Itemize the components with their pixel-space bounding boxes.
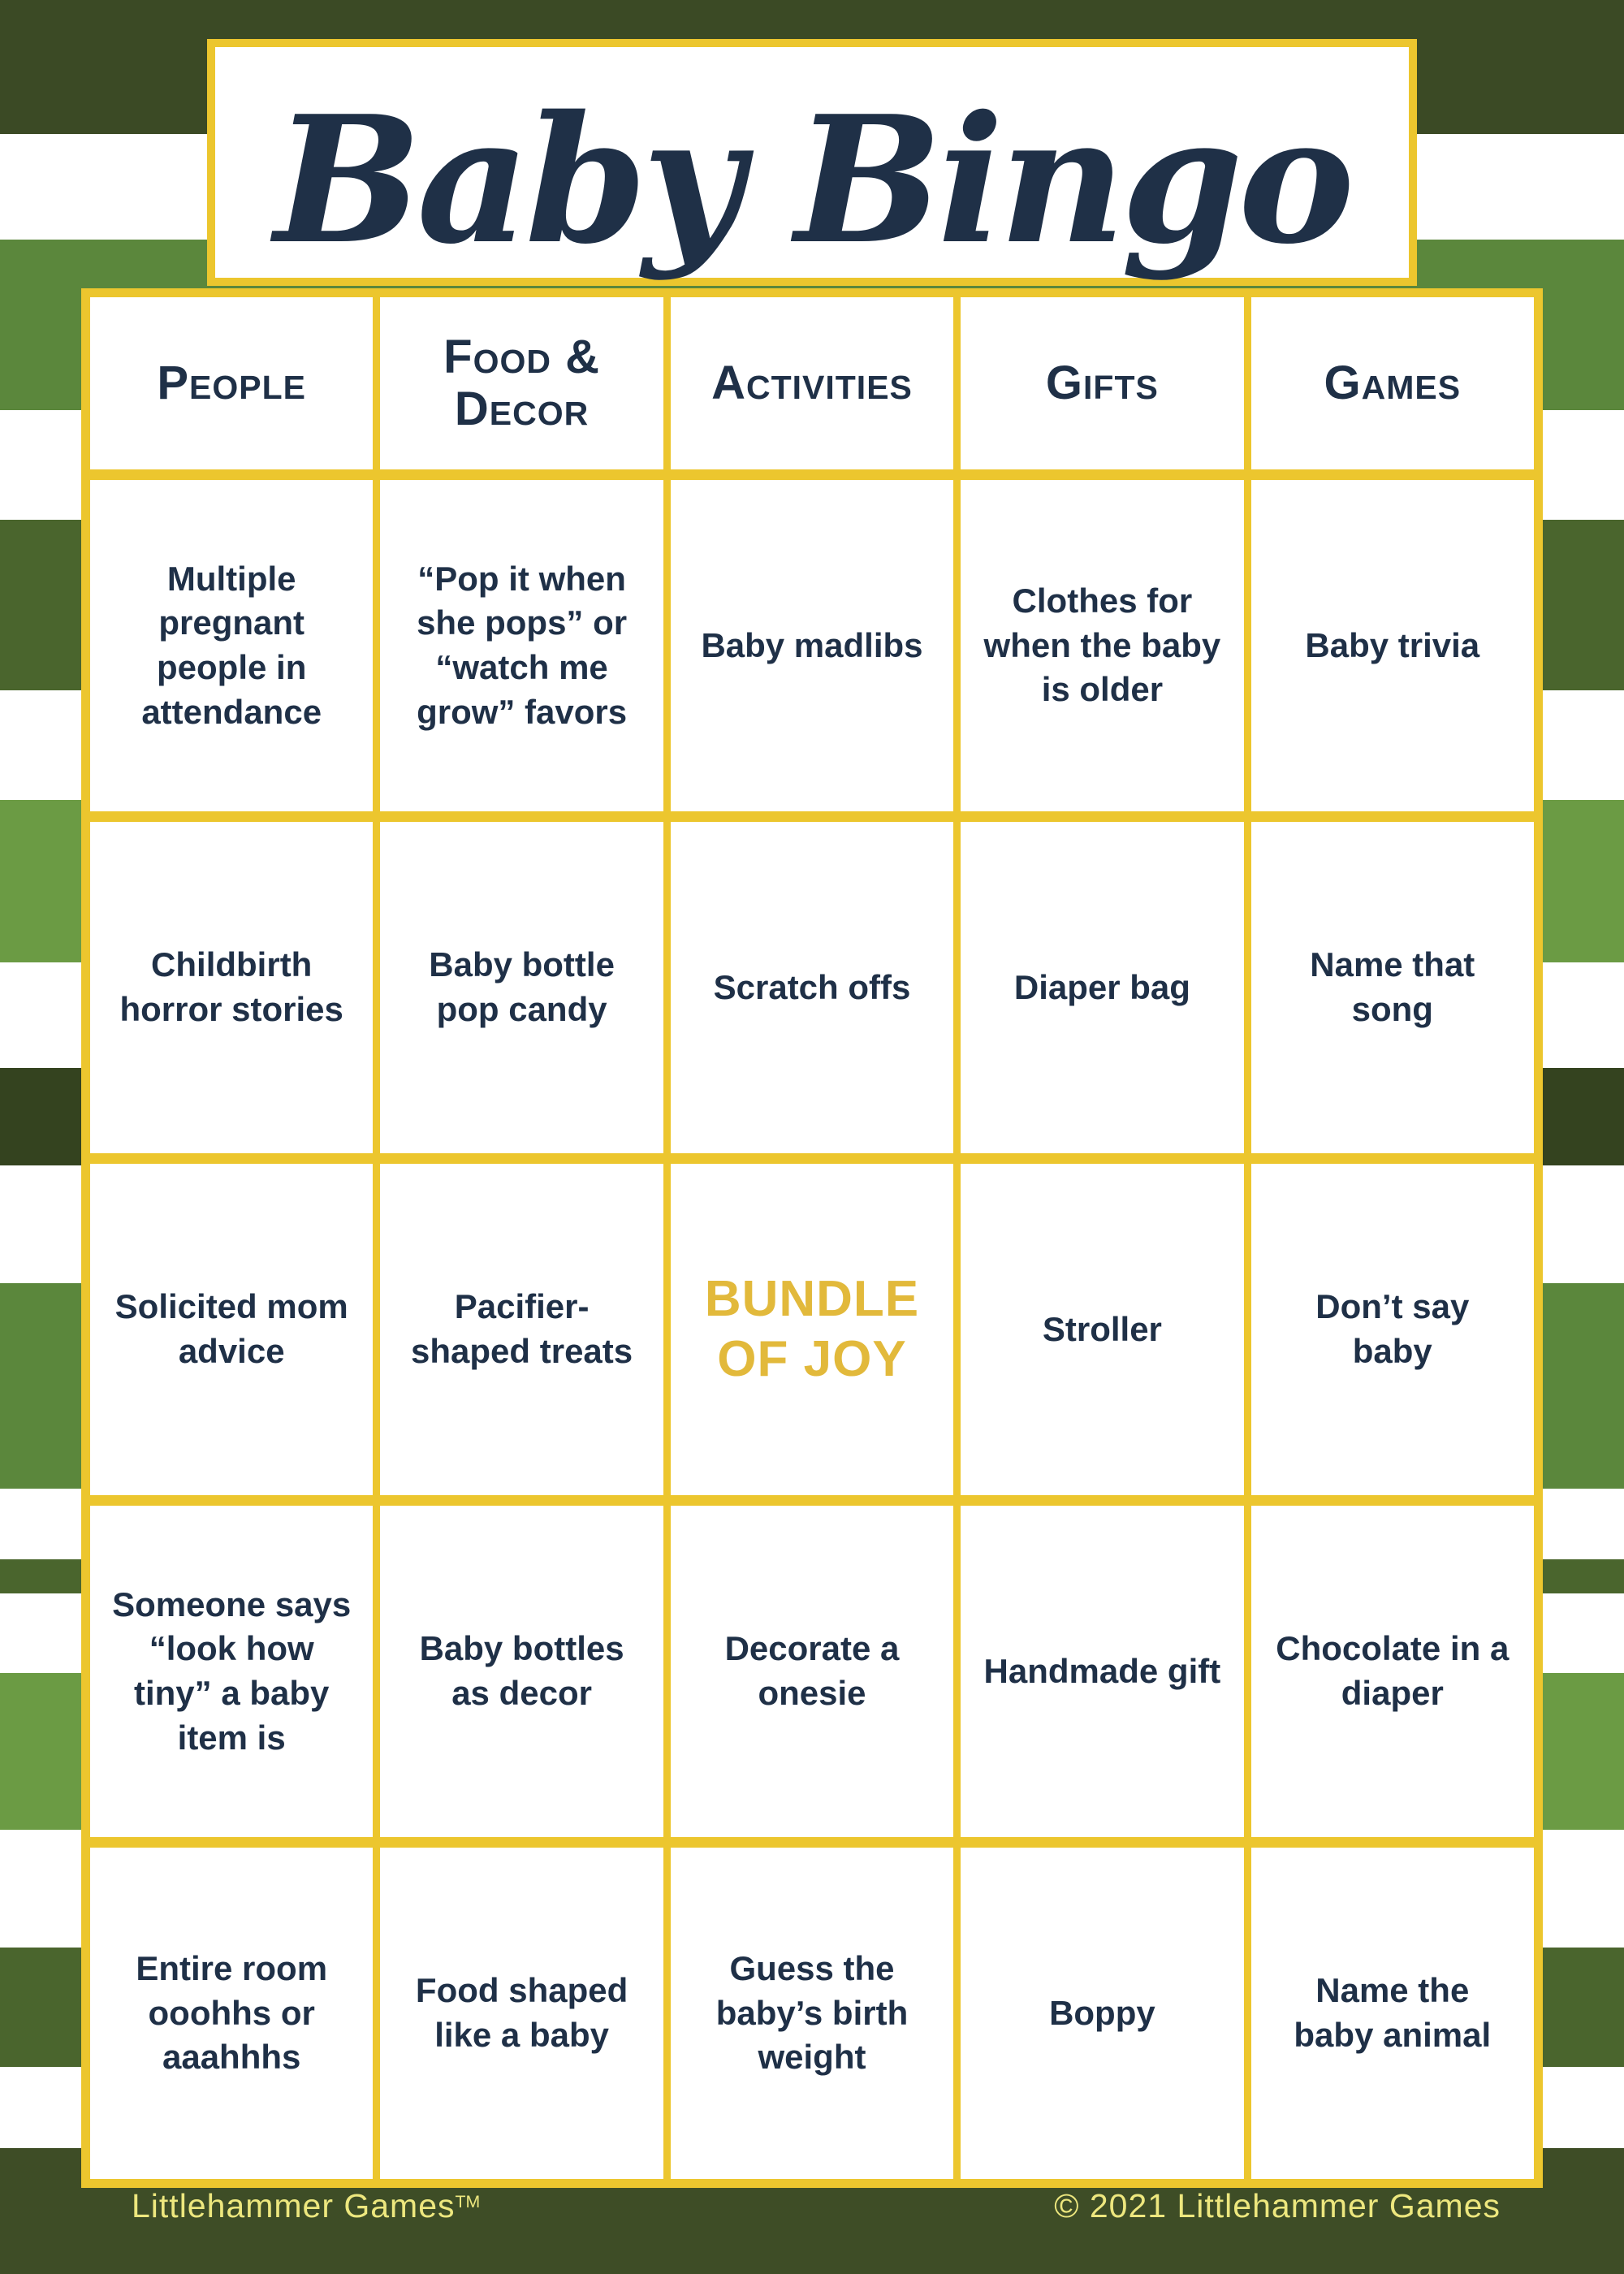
title-box xyxy=(207,39,1417,286)
bingo-cell[interactable]: Baby madlibs xyxy=(671,480,953,811)
bingo-cell[interactable]: Entire room ooohhs or aaahhhs xyxy=(90,1848,373,2179)
bingo-cell[interactable]: Multiple pregnant people in attendance xyxy=(90,480,373,811)
bingo-cell[interactable]: Guess the baby’s birth weight xyxy=(671,1848,953,2179)
bingo-cell[interactable]: Decorate a onesie xyxy=(671,1506,953,1837)
copyright-text: © 2021 Littlehammer Games xyxy=(1054,2187,1501,2224)
bingo-card-table xyxy=(81,288,1543,2188)
bingo-cell[interactable]: Baby bottle pop candy xyxy=(380,822,663,1153)
bingo-cell[interactable]: Chocolate in a diaper xyxy=(1251,1506,1534,1837)
bingo-cell[interactable]: Name that song xyxy=(1251,822,1534,1153)
column-header-people: People xyxy=(90,297,373,469)
bingo-cell[interactable]: Scratch offs xyxy=(671,822,953,1153)
bingo-cell[interactable]: Baby bottles as decor xyxy=(380,1506,663,1837)
bingo-cell[interactable]: Handmade gift xyxy=(961,1506,1243,1837)
page-title: Baby Bingo xyxy=(274,76,1350,283)
footer xyxy=(132,2187,1501,2225)
bingo-cell[interactable]: Solicited mom advice xyxy=(90,1164,373,1495)
bingo-cell[interactable]: Baby trivia xyxy=(1251,480,1534,811)
column-header-activities: Activities xyxy=(671,297,953,469)
bingo-cell[interactable]: Clothes for when the baby is older xyxy=(961,480,1243,811)
free-space-cell[interactable]: BUNDLE OF JOY xyxy=(671,1164,953,1495)
column-header-games: Games xyxy=(1251,297,1534,469)
bingo-cell[interactable]: Someone says “look how tiny” a baby item is xyxy=(90,1506,373,1837)
bingo-cell[interactable]: Boppy xyxy=(961,1848,1243,2179)
bingo-cell[interactable]: “Pop it when she pops” or “watch me grow” favors xyxy=(380,480,663,811)
bingo-cell[interactable]: Stroller xyxy=(961,1164,1243,1495)
brand-text xyxy=(132,2187,480,2225)
column-header-gifts: Gifts xyxy=(961,297,1243,469)
column-header-food-decor: Food & Decor xyxy=(380,297,663,469)
brand-name: Littlehammer Games xyxy=(132,2187,456,2224)
bingo-cell[interactable]: Food shaped like a baby xyxy=(380,1848,663,2179)
bingo-cell[interactable]: Name the baby animal xyxy=(1251,1848,1534,2179)
bingo-cell[interactable]: Pacifier-shaped treats xyxy=(380,1164,663,1495)
trademark-symbol: TM xyxy=(455,2192,481,2212)
bingo-cell[interactable]: Don’t say baby xyxy=(1251,1164,1534,1495)
bingo-cell[interactable]: Diaper bag xyxy=(961,822,1243,1153)
bingo-cell[interactable]: Childbirth horror stories xyxy=(90,822,373,1153)
